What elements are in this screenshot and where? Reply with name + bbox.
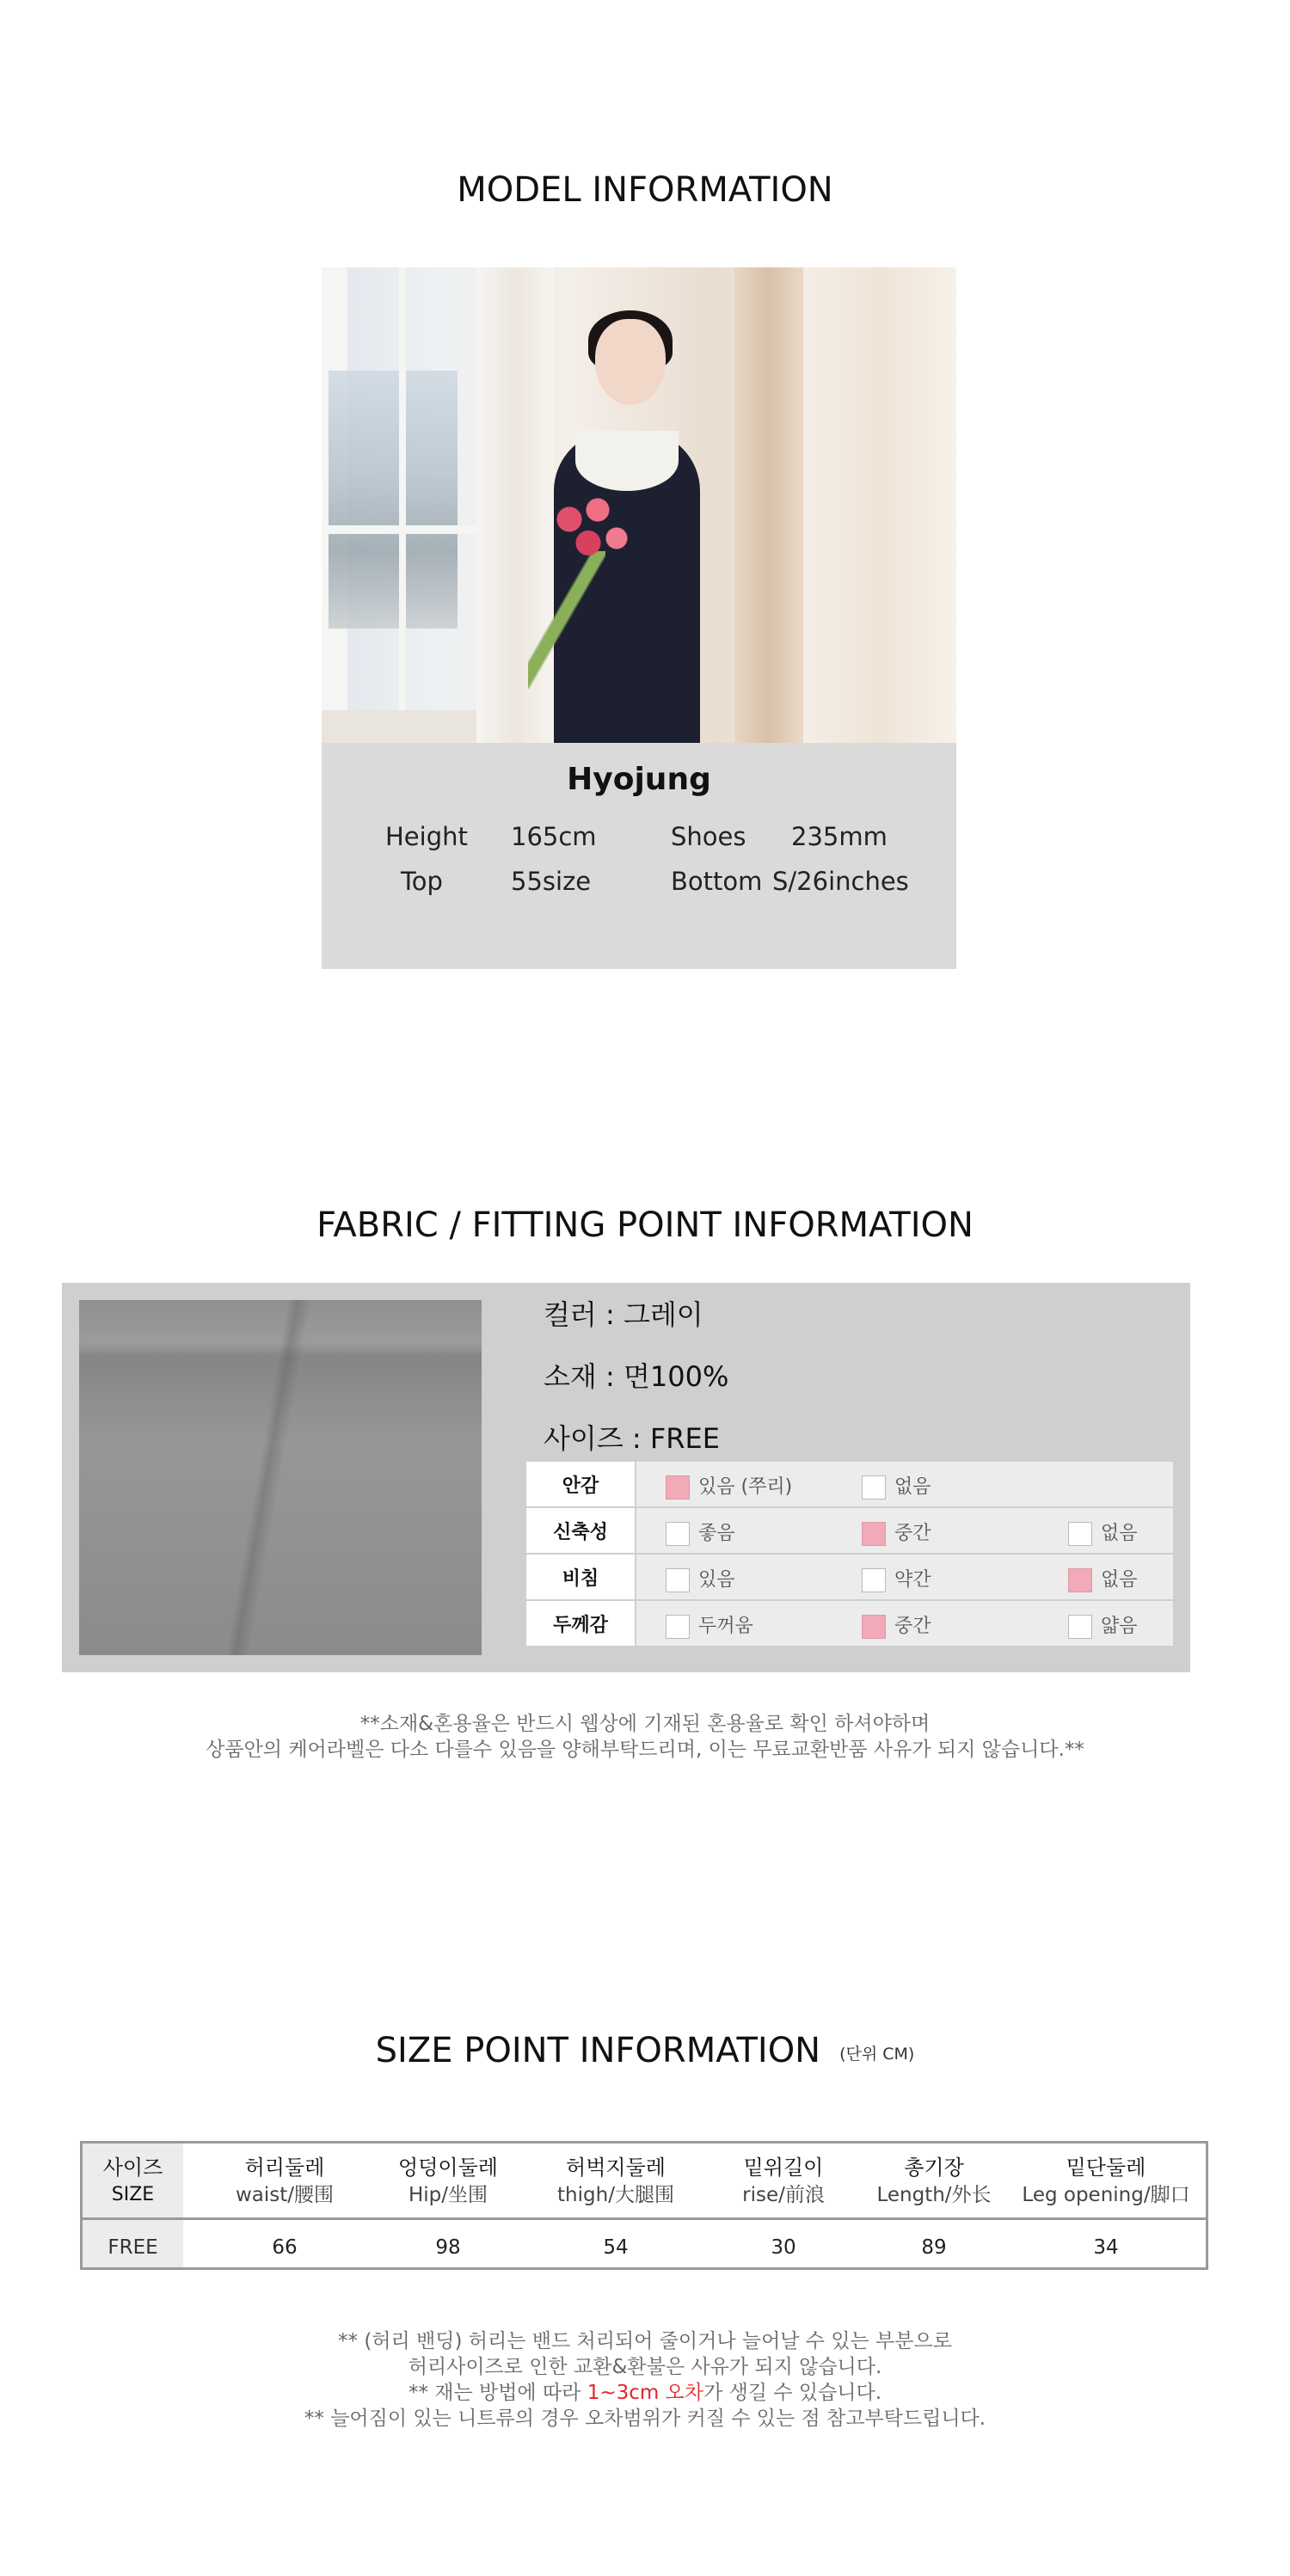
value-waist: 66 bbox=[272, 2236, 298, 2259]
fit-row-label: 두께감 bbox=[526, 1600, 636, 1646]
material-info: 소재 : 면100% bbox=[544, 1360, 729, 1393]
option-label: 약간 bbox=[894, 1569, 931, 1591]
fit-row-sheer bbox=[526, 1554, 1173, 1600]
col-en: Leg opening/脚口 bbox=[1022, 2184, 1190, 2206]
col-ko: 엉덩이둘레 bbox=[398, 2156, 498, 2180]
option-label: 중간 bbox=[894, 1616, 931, 1637]
fabric-panel bbox=[62, 1283, 1190, 1672]
value-leg-opening: 34 bbox=[1093, 2236, 1119, 2259]
size-title-text: SIZE POINT INFORMATION bbox=[375, 2031, 821, 2070]
checkbox-unchecked bbox=[862, 1475, 886, 1500]
checkbox-unchecked bbox=[666, 1615, 690, 1639]
top-value: 55size bbox=[511, 867, 592, 896]
value-hip: 98 bbox=[435, 2236, 461, 2259]
col-ko: 허리둘레 bbox=[244, 2156, 325, 2180]
fit-row-label: 비침 bbox=[526, 1554, 636, 1600]
size-note-2: 허리사이즈로 인한 교환&환불은 사유가 되지 않습니다. bbox=[408, 2356, 882, 2378]
color-info: 컬러 : 그레이 bbox=[544, 1298, 703, 1331]
option-label: 두꺼움 bbox=[698, 1616, 753, 1637]
option-label: 있음 bbox=[698, 1569, 735, 1591]
fabric-note-2: 상품안의 케어라벨은 다소 다를수 있음을 양해부탁드리며, 이는 무료교환반품 사유가 되지 않습니다.** bbox=[206, 1739, 1084, 1761]
option-label: 얇음 bbox=[1101, 1616, 1138, 1637]
checkbox-checked bbox=[862, 1615, 886, 1639]
col-thigh bbox=[530, 2154, 702, 2209]
col-hip bbox=[366, 2154, 530, 2209]
checkbox-unchecked bbox=[1068, 1522, 1092, 1546]
size-unit: (단위 CM) bbox=[839, 2044, 915, 2064]
model-info-panel bbox=[322, 743, 956, 969]
size-note-4: ** 늘어짐이 있는 니트류의 경우 오차범위가 커질 수 있는 점 참고부탁드립니다. bbox=[304, 2407, 986, 2430]
col-length bbox=[857, 2154, 1011, 2209]
checkbox-checked bbox=[666, 1475, 690, 1500]
fit-row-thickness bbox=[526, 1600, 1173, 1646]
col-en: waist/腰围 bbox=[235, 2184, 335, 2206]
fabric-photo bbox=[79, 1300, 482, 1655]
checkbox-checked bbox=[1068, 1568, 1092, 1592]
size-head-ko: 사이즈 bbox=[102, 2156, 163, 2180]
height-value: 165cm bbox=[511, 822, 597, 851]
checkbox-unchecked bbox=[1068, 1615, 1092, 1639]
col-ko: 밑위길이 bbox=[743, 2156, 824, 2180]
col-en: Length/外长 bbox=[876, 2184, 992, 2206]
size-section-title bbox=[0, 2031, 1290, 2070]
value-length: 89 bbox=[921, 2236, 947, 2259]
top-label: Top bbox=[401, 867, 443, 896]
option-label: 없음 bbox=[1101, 1523, 1138, 1544]
model-photo bbox=[322, 267, 956, 743]
option-label: 없음 bbox=[1101, 1569, 1138, 1591]
size-table bbox=[80, 2141, 1208, 2270]
fabric-note-1: **소재&혼용율은 반드시 웹상에 기재된 혼용율로 확인 하셔야하며 bbox=[359, 1713, 931, 1735]
option-label: 없음 bbox=[894, 1476, 931, 1498]
fit-row-label: 신축성 bbox=[526, 1507, 636, 1554]
col-en: Hip/坐围 bbox=[408, 2184, 488, 2206]
col-ko: 총기장 bbox=[904, 2156, 964, 2180]
bottom-label: Bottom bbox=[671, 867, 763, 896]
checkbox-unchecked bbox=[862, 1568, 886, 1592]
size-note-3 bbox=[0, 2380, 1290, 2406]
value-rise: 30 bbox=[771, 2236, 796, 2259]
size-note-1: ** (허리 밴딩) 허리는 밴드 처리되어 줄이거나 늘어날 수 있는 부분으로 bbox=[338, 2330, 952, 2352]
size-row-label: FREE bbox=[108, 2236, 158, 2259]
col-en: thigh/大腿围 bbox=[557, 2184, 674, 2206]
checkbox-unchecked bbox=[666, 1522, 690, 1546]
col-leg-opening bbox=[1011, 2154, 1201, 2209]
note-text: 가 생길 수 있습니다. bbox=[703, 2382, 882, 2404]
note-text: ** 재는 방법에 따라 bbox=[408, 2382, 587, 2404]
checkbox-checked bbox=[862, 1522, 886, 1546]
option-label: 있음 (쭈리) bbox=[698, 1476, 793, 1498]
shoes-label: Shoes bbox=[671, 822, 746, 851]
col-en: rise/前浪 bbox=[742, 2184, 825, 2206]
fit-row-stretch bbox=[526, 1507, 1173, 1554]
model-name: Hyojung bbox=[567, 762, 711, 797]
col-ko: 밑단둘레 bbox=[1066, 2156, 1146, 2180]
col-ko: 허벅지둘레 bbox=[566, 2156, 666, 2180]
size-head-en: SIZE bbox=[111, 2184, 155, 2205]
col-waist bbox=[203, 2154, 366, 2209]
fit-row-lining bbox=[526, 1462, 1173, 1507]
shoes-value: 235mm bbox=[791, 822, 888, 851]
bottom-value: S/26inches bbox=[772, 867, 909, 896]
checkbox-unchecked bbox=[666, 1568, 690, 1592]
height-label: Height bbox=[385, 822, 468, 851]
note-highlight: 1~3cm 오차 bbox=[587, 2382, 704, 2404]
col-rise bbox=[702, 2154, 865, 2209]
fabric-section-title: FABRIC / FITTING POINT INFORMATION bbox=[316, 1205, 974, 1245]
fit-row-label: 안감 bbox=[526, 1462, 636, 1507]
option-label: 좋음 bbox=[698, 1523, 735, 1544]
option-label: 중간 bbox=[894, 1523, 931, 1544]
value-thigh: 54 bbox=[603, 2236, 629, 2259]
model-section-title: MODEL INFORMATION bbox=[457, 170, 833, 210]
fitting-table bbox=[526, 1462, 1173, 1646]
size-info: 사이즈 : FREE bbox=[544, 1422, 720, 1455]
size-header-label bbox=[83, 2154, 183, 2209]
